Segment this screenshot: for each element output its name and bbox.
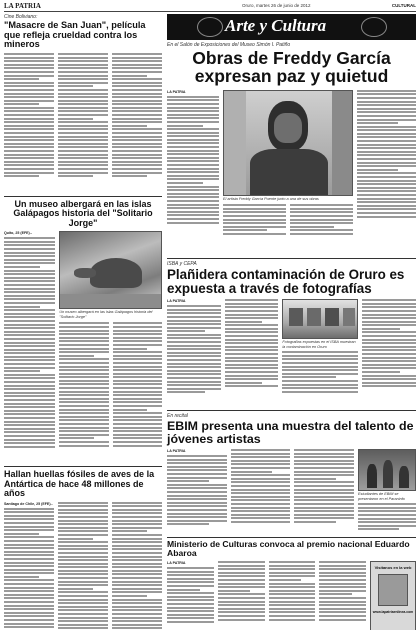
right-column (167, 14, 416, 626)
section-banner (167, 14, 416, 40)
dateline: Oruro, martes 26 de junio de 2012 (242, 3, 311, 8)
article-kicker: Cine Boliviano: (4, 14, 38, 20)
newspaper-logo: LA PATRIA (4, 2, 41, 10)
web-ad[interactable] (370, 561, 416, 630)
photo-caption: Fotografías expuestas en el ISBA muestran la contaminación en Oruro (282, 340, 356, 349)
article-body (4, 231, 162, 463)
left-column (4, 14, 162, 626)
article-museo-galapagos (4, 200, 162, 463)
article-kicker: En recital (167, 413, 188, 419)
article-byline: LA PATRIA (167, 561, 186, 566)
article-body (167, 90, 219, 236)
article-ebim (167, 410, 416, 537)
article-masacre (4, 14, 162, 193)
article-byline: Quito, 25 (EFE).- (4, 231, 32, 236)
photo-caption: Un museo albergará en las islas Galápagos historia del "Solitario Jorge" (59, 310, 153, 319)
artist-photo (223, 90, 353, 196)
recital-photo (358, 449, 416, 491)
banner-title: Arte y Cultura (225, 16, 327, 35)
article-headline: Hallan huellas fósiles de aves de la Antártica de hace 48 millones de años (4, 469, 155, 499)
article-kicker: En el Salón de Exposiciones del Museo Simón I. Patiño (167, 42, 291, 48)
article-body (4, 53, 162, 193)
divider (167, 410, 416, 411)
masthead (4, 2, 416, 12)
photo-caption: El artista Freddy García Puente junto a una de sus obras (223, 196, 319, 201)
article-huellas-antartica (4, 470, 162, 630)
divider (167, 537, 416, 538)
ad-url[interactable]: www.lapatriaenlinea.com (372, 610, 414, 615)
article-kicker: ISBA y CEPA (167, 261, 197, 267)
article-headline: Plañidera contaminación de Oruro es expuesta a través de fotografías (167, 267, 405, 297)
divider (167, 258, 416, 259)
article-freddy-garcia (167, 42, 416, 236)
divider (4, 196, 162, 197)
divider (4, 466, 162, 467)
article-byline: LA PATRIA (167, 299, 186, 304)
laptop-icon (378, 574, 408, 606)
tortoise-photo (59, 231, 162, 309)
article-headline: "Masacre de San Juan", película que refleja crueldad contra los mineros (4, 20, 146, 50)
article-body (167, 299, 221, 403)
section-label: CULTURAL (391, 3, 416, 8)
article-headline: Ministerio de Culturas convoca al premio nacional Eduardo Abaroa (167, 539, 410, 559)
article-byline: Santiago de Chile, 25 (EFE).- (4, 501, 53, 506)
ornament-icon (361, 17, 387, 37)
ornament-icon (197, 17, 223, 37)
article-byline: LA PATRIA (167, 449, 186, 454)
article-premio-abaroa (167, 537, 416, 630)
photo-caption: Estudiantes de EBIM se presentaron en el Paraninfo (358, 492, 405, 501)
article-contaminacion (167, 258, 416, 403)
article-body (4, 502, 162, 630)
ad-label: Visítanos en la web (374, 565, 412, 571)
article-body (167, 449, 227, 537)
article-headline: Un museo albergará en las islas Galápagos historia del "Solitario Jorge" (13, 198, 153, 228)
article-headline: Obras de Freddy García expresan paz y quietud (192, 48, 391, 87)
article-byline: LA PATRIA (167, 89, 186, 94)
exhibition-photo (282, 299, 358, 339)
article-body (167, 561, 214, 630)
article-headline: EBIM presenta una muestra del talento de jóvenes artistas (167, 419, 414, 447)
